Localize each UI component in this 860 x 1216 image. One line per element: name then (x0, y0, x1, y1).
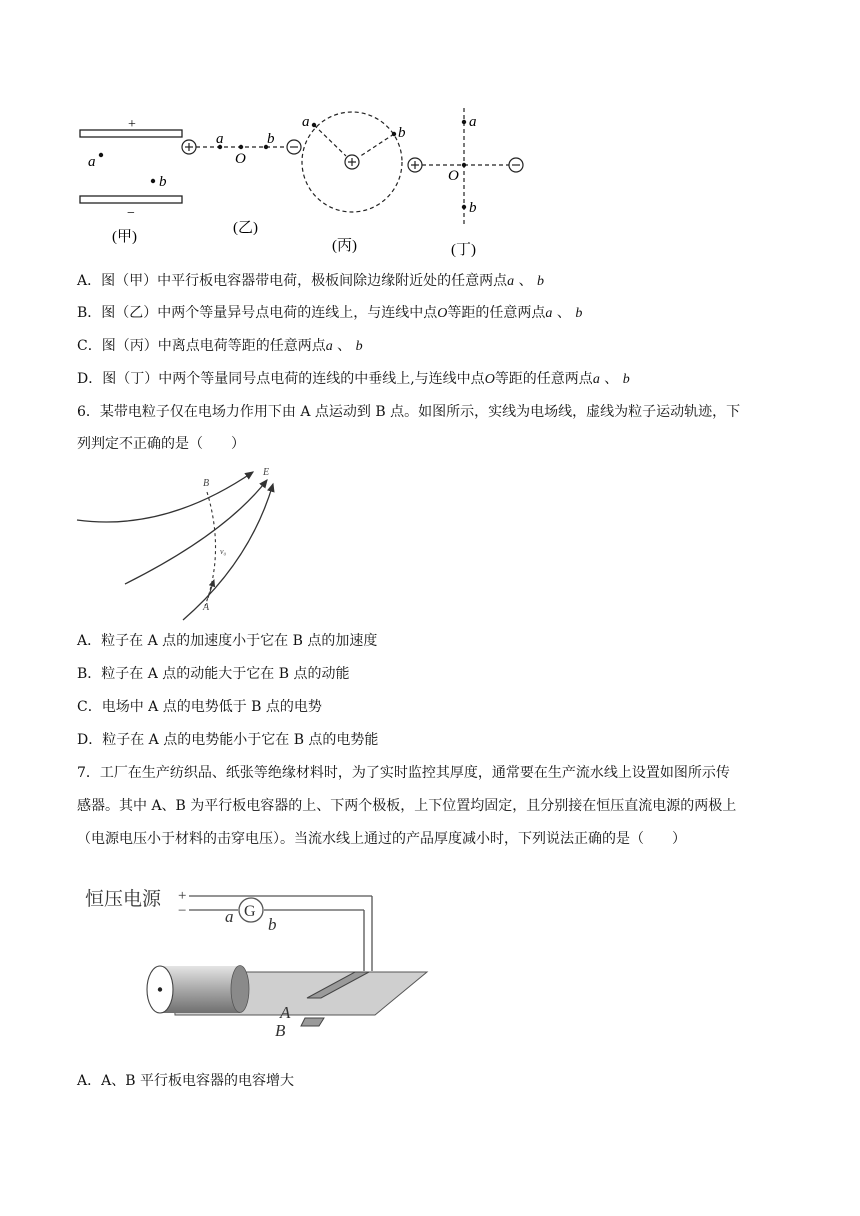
q6-stem-line1: 6．某带电粒子仅在电场力作用下由 A 点运动到 B 点。如图所示，实线为电场线，虚线为粒子运动轨迹，下 (77, 404, 741, 420)
fig-jia (80, 117, 182, 245)
q7-figure (85, 878, 435, 1038)
q7-source-label: 恒压电源 (85, 889, 162, 910)
fig-yi (182, 131, 301, 236)
bing-b: b (398, 125, 406, 141)
yi-b: b (267, 131, 275, 147)
q6-option-c: C．电场中 A 点的电势低于 B 点的电势 (77, 699, 322, 715)
q7-stem-line3: （电源电压小于材料的击穿电压）。当流水线上通过的产品厚度减小时，下列说法正确的是（ ） (77, 831, 686, 847)
q5-option-b: B．图（乙）中两个等量异号点电荷的连线上，与连线中点O等距的任意两点a 、 b (77, 305, 583, 321)
ding-caption: (丁) (451, 242, 476, 258)
fig-ding (408, 108, 523, 258)
jia-minus: − (127, 206, 135, 221)
jia-a: a (88, 154, 96, 170)
q6-label-e: E (263, 467, 270, 478)
yi-a: a (216, 131, 224, 147)
q6-stem-line2: 列判定不正确的是（ ） (77, 436, 245, 452)
bing-caption: (丙) (332, 238, 357, 254)
jia-plus: + (128, 117, 136, 132)
q6-option-a: A．粒子在 A 点的加速度小于它在 B 点的加速度 (77, 633, 378, 649)
q7-label-a: a (225, 907, 234, 926)
yi-caption: (乙) (233, 220, 258, 236)
q7-plus: + (178, 888, 187, 904)
ding-o: O (448, 168, 459, 184)
q7-option-a: A．A、B 平行板电容器的电容增大 (77, 1073, 294, 1089)
fig-bing (302, 112, 406, 254)
q6-label-a: A (203, 602, 210, 613)
q7-stem-line1: 7．工厂在生产纺织品、纸张等绝缘材料时，为了实时监控其厚度，通常要在生产流水线上设置如图所示传 (77, 765, 730, 781)
jia-b: b (159, 174, 167, 190)
q7-minus: − (178, 903, 187, 919)
jia-caption: (甲) (112, 229, 137, 245)
q6-label-b: B (203, 478, 210, 489)
q5-figure (70, 100, 540, 265)
q7-stem-line2: 感器。其中 A、B 为平行板电容器的上、下两个极板，上下位置均固定，且分别接在恒压直流电源的两极上 (77, 798, 737, 814)
yi-o: O (235, 151, 246, 167)
ding-b: b (469, 200, 477, 216)
q6-figure (75, 462, 290, 624)
q6-option-d: D．粒子在 A 点的电势能小于它在 B 点的电势能 (77, 732, 379, 748)
bing-a: a (302, 114, 310, 130)
q5-option-d: D．图（丁）中两个等量同号点电荷的连线的中垂线上,与连线中点O等距的任意两点a 、 b (77, 371, 630, 387)
q7-label-b: b (268, 915, 277, 934)
q6-option-b: B．粒子在 A 点的动能大于它在 B 点的动能 (77, 666, 350, 682)
q7-plate-b: B (275, 1021, 286, 1038)
q7-plate-a: A (280, 1003, 291, 1022)
q5-option-c: C．图（丙）中离点电荷等距的任意两点a 、 b (77, 338, 363, 354)
q5-option-a: A．图（甲）中平行板电容器带电荷，极板间除边缘附近处的任意两点a 、 b (77, 273, 545, 289)
ding-a: a (469, 114, 477, 130)
q6-label-v0: v₀ (220, 547, 227, 556)
q7-galvanometer: G (244, 903, 256, 920)
